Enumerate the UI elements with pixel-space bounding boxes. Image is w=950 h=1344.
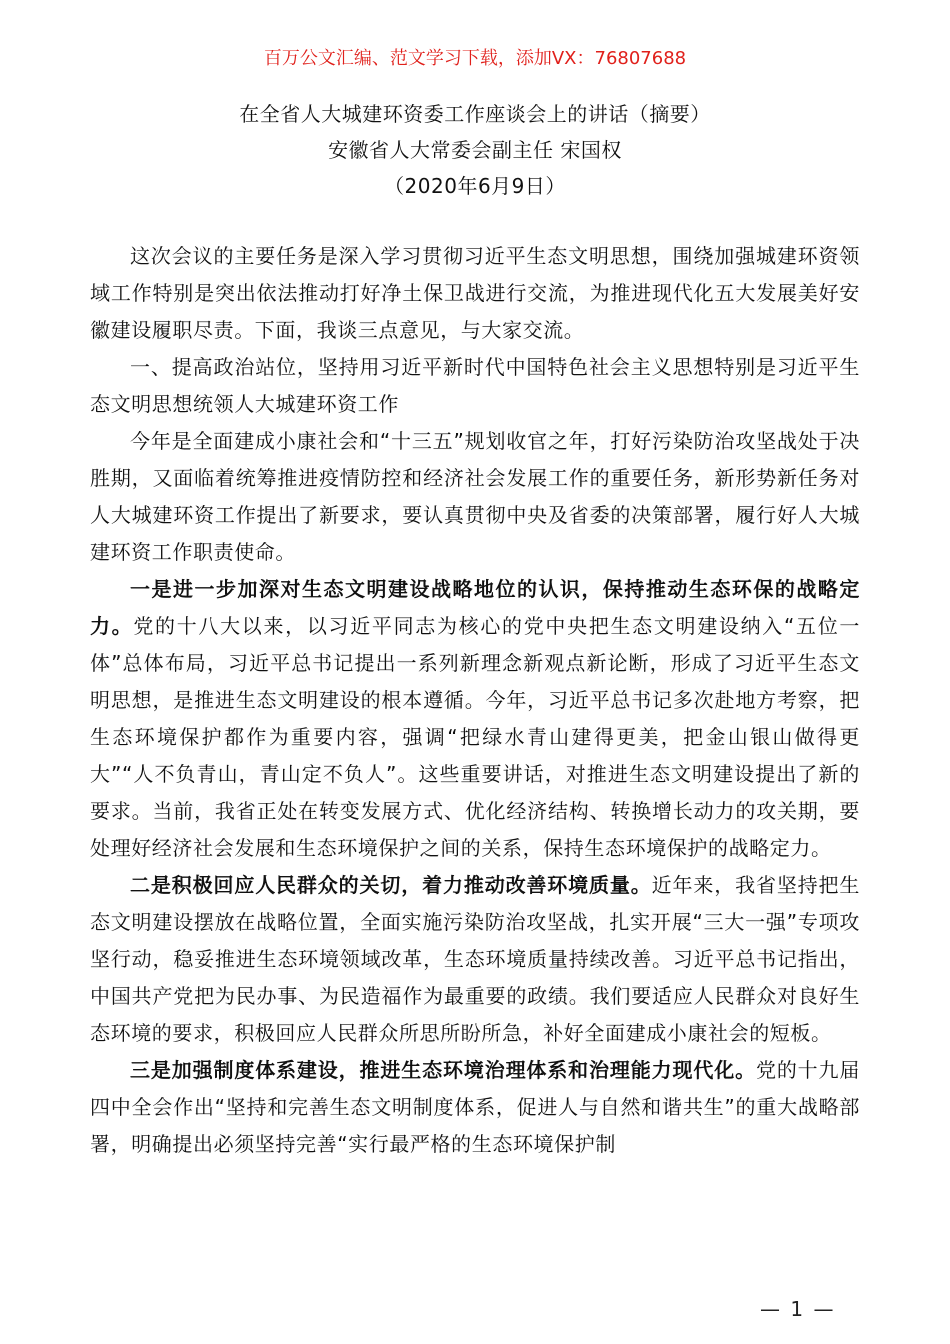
paragraph-text: 党的十八大以来，以习近平同志为核心的党中央把生态文明建设纳入“五位一体”总体布局，习近平总书记提出一系列新理念新观点新论断，形成了习近平生态文明思想，是推进生态文明建设的根本遵循。今年，习近平总书记多次赴地方考察，把生态环境保护都作为重要内容，强调“把绿水青山建得更美，把金山银山做得更大”“人不负青山，青山定不负人”。这些重要讲话，对推进生态文明建设提出了新的要求。当前，我省正处在转变发展方式、优化经济结构、转换增长动力的攻关期，要处理好经济社会发展和生态环境保护之间的关系，保持生态环境保护的战略定力。 (90, 614, 860, 860)
paragraph-text: 这次会议的主要任务是深入学习贯彻习近平生态文明思想，围绕加强城建环资领域工作特别是突出依法推动打好净土保卫战进行交流，为推进现代化五大发展美好安徽建设履职尽责。下面，我谈三点意见，与大家交流。 (90, 244, 860, 342)
paragraph (90, 867, 860, 1052)
paragraph-lead: 一是进一步加深对生态文明建设战略地位的认识，保持推动生态环保的战略定力。 (90, 577, 860, 638)
paragraph (90, 423, 860, 571)
document-body (90, 238, 860, 1163)
speaker-line: 安徽省人大常委会副主任 宋国权 (328, 138, 622, 162)
document-title: 在全省人大城建环资委工作座谈会上的讲话（摘要） (239, 102, 711, 126)
paragraph-lead: 三是加强制度体系建设，推进生态环境治理体系和治理能力现代化。 (130, 1058, 756, 1082)
paragraph-text: 党的十九届四中全会作出“坚持和完善生态文明制度体系，促进人与自然和谐共生”的重大战略部署，明确提出必须坚持完善“实行最严格的生态环境保护制 (90, 1058, 861, 1156)
paragraph (90, 1052, 860, 1163)
page-number: — 1 — (760, 1297, 836, 1321)
speech-date: （2020年6月9日） (384, 174, 566, 198)
banner-ad-text: 百万公文汇编、范文学习下载，添加VX：76807688 (263, 48, 687, 69)
paragraph (90, 238, 860, 349)
paragraph-text: 一、提高政治站位，坚持用习近平新时代中国特色社会主义思想特别是习近平生态文明思想统领人大城建环资工作 (90, 355, 860, 416)
section-heading (90, 349, 860, 423)
paragraph-text: 今年是全面建成小康社会和“十三五”规划收官之年，打好污染防治攻坚战处于决胜期，又面临着统筹推进疫情防控和经济社会发展工作的重要任务，新形势新任务对人大城建环资工作提出了新要求，要认真贯彻中央及省委的决策部署，履行好人大城建环资工作职责使命。 (90, 429, 860, 564)
paragraph-text: 近年来，我省坚持把生态文明建设摆放在战略位置，全面实施污染防治攻坚战，扎实开展“三大一强”专项攻坚行动，稳妥推进生态环境领域改革，生态环境质量持续改善。习近平总书记指出，中国共产党把为民办事、为民造福作为最重要的政绩。我们要适应人民群众对良好生态环境的要求，积极回应人民群众所思所盼所急，补好全面建成小康社会的短板。 (90, 873, 861, 1045)
document-header (0, 96, 950, 204)
paragraph-lead: 二是积极回应人民群众的关切，着力推动改善环境质量。 (130, 873, 652, 897)
paragraph (90, 571, 860, 867)
